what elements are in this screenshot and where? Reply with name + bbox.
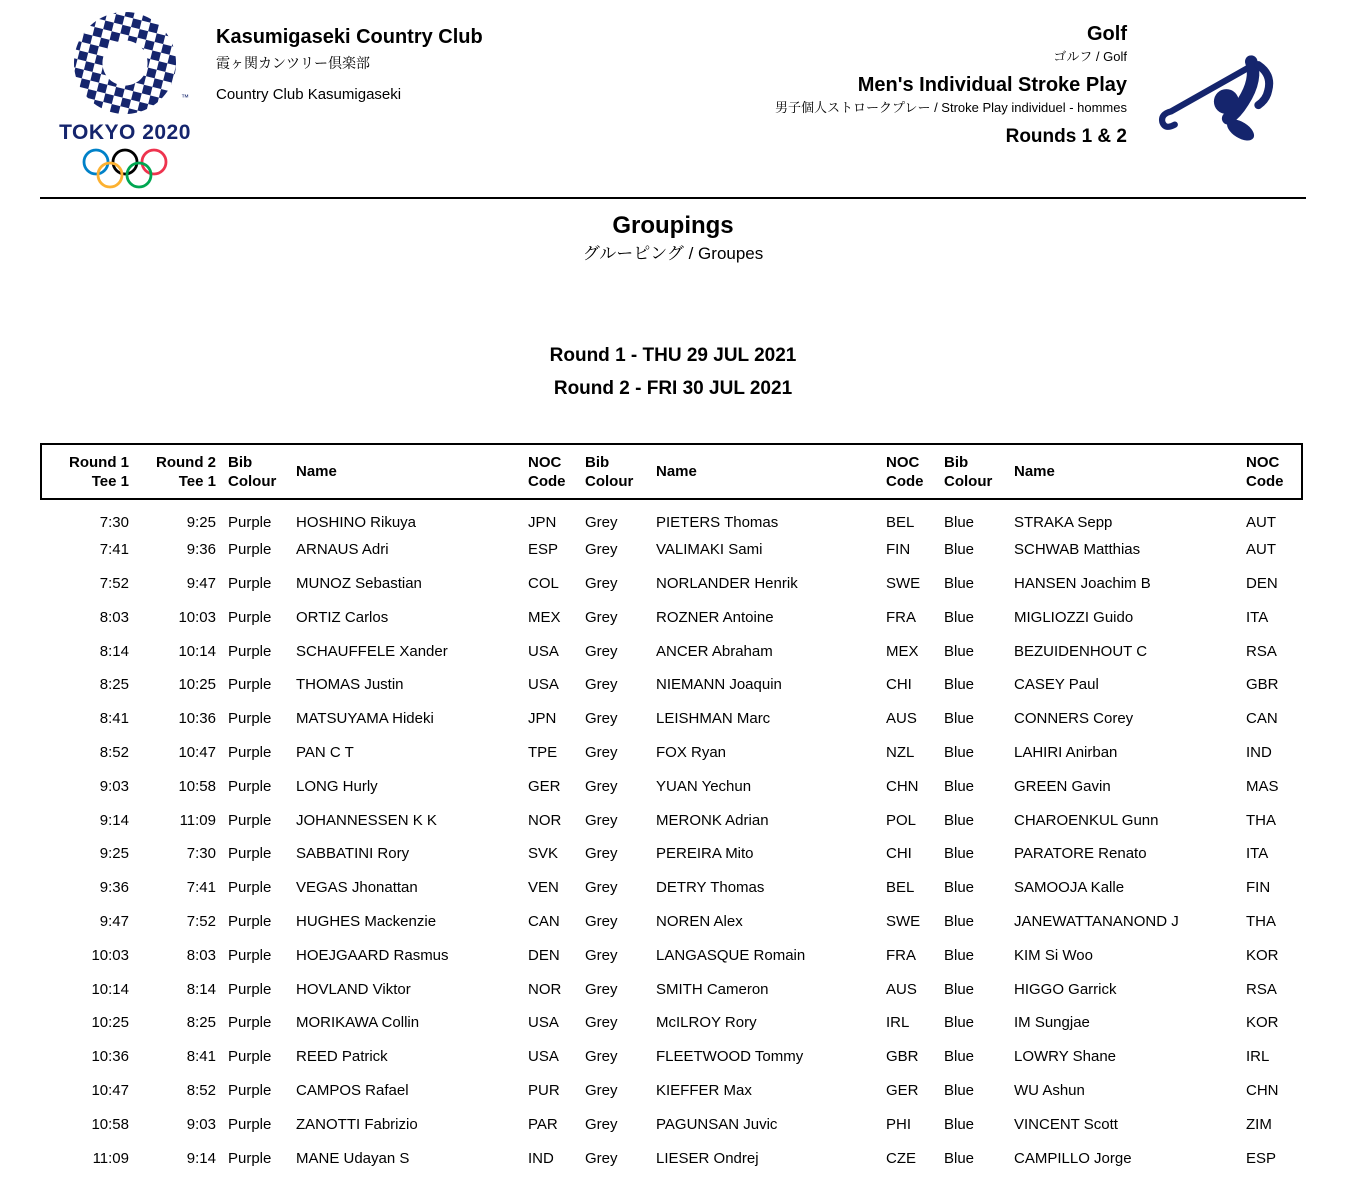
player-name-1: MATSUYAMA Hideki	[296, 710, 434, 728]
round2-tee-time: 9:25	[186, 514, 216, 532]
noc-code-2: MEX	[886, 642, 919, 660]
tokyo2020-logo	[58, 12, 192, 197]
round2-date: Round 2 - FRI 30 JUL 2021	[553, 378, 793, 399]
table-row	[41, 972, 1302, 1006]
noc-code-3: CHN	[1246, 1081, 1279, 1099]
noc-code-3: GBR	[1246, 676, 1279, 694]
bib-colour-1: Purple	[228, 946, 272, 964]
round1-tee-time: 9:25	[99, 845, 129, 863]
noc-code-3: CAN	[1246, 710, 1278, 728]
noc-code-1: GER	[528, 777, 561, 795]
venue-title: Kasumigaseki Country Club	[216, 26, 483, 48]
noc-code-2: CZE	[886, 1149, 916, 1167]
player-name-2: ANCER Abraham	[656, 642, 773, 660]
bib-colour-2: Grey	[585, 1048, 618, 1066]
bib-colour-2: Grey	[585, 1014, 618, 1032]
table-row	[41, 668, 1302, 702]
player-name-3: SCHWAB Matthias	[1014, 541, 1141, 559]
groupings-table-header	[41, 444, 1302, 499]
player-name-3: WU Ashun	[1014, 1081, 1085, 1099]
header-divider	[40, 197, 1306, 199]
bib-colour-1: Purple	[228, 1014, 272, 1032]
table-row	[41, 736, 1302, 770]
round2-tee-time: 7:30	[186, 845, 216, 863]
bib-colour-2: Grey	[585, 541, 618, 559]
table-row	[41, 837, 1302, 871]
player-name-1: ORTIZ Carlos	[296, 608, 389, 626]
round1-tee-time: 10:47	[91, 1081, 129, 1099]
player-name-3: GREEN Gavin	[1014, 777, 1111, 795]
column-header-noc-code-1: NOC Code	[528, 444, 585, 499]
player-name-3: HIGGO Garrick	[1014, 980, 1117, 998]
round2-tee-time: 9:14	[186, 1149, 216, 1167]
player-name-1: MORIKAWA Collin	[296, 1014, 420, 1032]
noc-code-1: NOR	[528, 980, 562, 998]
noc-code-2: BEL	[886, 879, 915, 897]
bib-colour-1: Purple	[228, 1115, 272, 1133]
round1-tee-time: 9:47	[99, 912, 129, 930]
trademark-symbol: ™	[181, 93, 189, 102]
bib-colour-2: Grey	[585, 743, 618, 761]
table-row	[41, 600, 1302, 634]
player-name-3: CHAROENKUL Gunn	[1014, 811, 1159, 829]
bib-colour-1: Purple	[228, 845, 272, 863]
bib-colour-2: Grey	[585, 642, 618, 660]
noc-code-3: IND	[1246, 743, 1272, 761]
table-row	[41, 1107, 1302, 1141]
round1-tee-time: 11:09	[92, 1149, 129, 1167]
noc-code-2: NZL	[886, 743, 915, 761]
noc-code-1: ESP	[528, 541, 559, 559]
bib-colour-1: Purple	[228, 777, 272, 795]
bib-colour-3: Blue	[944, 845, 975, 863]
bib-colour-3: Blue	[944, 980, 975, 998]
bib-colour-3: Blue	[944, 777, 975, 795]
venue-title-french: Country Club Kasumigaseki	[216, 86, 402, 103]
column-header-bib-colour-1: Bib Colour	[216, 444, 296, 499]
table-row	[41, 1040, 1302, 1074]
noc-code-2: SWE	[886, 574, 921, 592]
player-name-1: VEGAS Jhonattan	[296, 879, 418, 897]
bib-colour-2: Grey	[585, 879, 618, 897]
bib-colour-1: Purple	[228, 879, 272, 897]
bib-colour-3: Blue	[944, 541, 975, 559]
bib-colour-3: Blue	[944, 676, 975, 694]
column-header-name-3: Name	[1014, 444, 1246, 499]
column-header-name-2: Name	[656, 444, 886, 499]
bib-colour-3: Blue	[944, 946, 975, 964]
round1-tee-time: 9:36	[99, 879, 129, 897]
golf-pictogram-icon	[1148, 42, 1326, 167]
player-name-1: SCHAUFFELE Xander	[296, 642, 448, 660]
round1-tee-time: 10:36	[91, 1048, 129, 1066]
noc-code-1: VEN	[528, 879, 559, 897]
tokyo2020-emblem-icon	[71, 12, 189, 120]
player-name-2: FOX Ryan	[656, 743, 727, 761]
player-name-1: SABBATINI Rory	[296, 845, 410, 863]
player-name-2: FLEETWOOD Tommy	[656, 1048, 804, 1066]
bib-colour-2: Grey	[585, 845, 618, 863]
round2-tee-time: 7:52	[186, 912, 216, 930]
noc-code-2: AUS	[886, 980, 917, 998]
bib-colour-3: Blue	[944, 879, 975, 897]
noc-code-2: POL	[886, 811, 917, 829]
bib-colour-2: Grey	[585, 676, 618, 694]
player-name-3: KIM Si Woo	[1014, 946, 1093, 964]
noc-code-1: CAN	[528, 912, 560, 930]
bib-colour-3: Blue	[944, 1115, 975, 1133]
player-name-1: REED Patrick	[296, 1048, 388, 1066]
round2-tee-time: 10:25	[178, 676, 216, 694]
round1-tee-time: 9:14	[99, 811, 129, 829]
player-name-2: LEISHMAN Marc	[656, 710, 771, 728]
round2-tee-time: 11:09	[179, 811, 216, 829]
bib-colour-2: Grey	[585, 811, 618, 829]
round1-tee-time: 10:14	[91, 980, 129, 998]
groupings-table	[40, 443, 1303, 1175]
bib-colour-1: Purple	[228, 912, 272, 930]
player-name-2: NIEMANN Joaquin	[656, 676, 782, 694]
player-name-2: VALIMAKI Sami	[656, 541, 763, 559]
round2-tee-time: 10:03	[178, 608, 216, 626]
noc-code-2: IRL	[886, 1014, 910, 1032]
bib-colour-2: Grey	[585, 980, 618, 998]
round1-tee-time: 8:52	[99, 743, 129, 761]
noc-code-3: KOR	[1246, 1014, 1279, 1032]
noc-code-3: ESP	[1246, 1149, 1277, 1167]
sport-subtitle: ゴルフ / Golf	[1053, 49, 1127, 64]
player-name-1: LONG Hurly	[296, 777, 378, 795]
bib-colour-2: Grey	[585, 514, 618, 532]
noc-code-2: GER	[886, 1081, 919, 1099]
bib-colour-2: Grey	[585, 912, 618, 930]
table-row	[41, 567, 1302, 601]
noc-code-3: RSA	[1246, 642, 1277, 660]
round2-tee-time: 10:58	[178, 777, 216, 795]
player-name-2: SMITH Cameron	[656, 980, 769, 998]
player-name-3: VINCENT Scott	[1014, 1115, 1118, 1133]
player-name-3: HANSEN Joachim B	[1014, 574, 1151, 592]
player-name-3: MIGLIOZZI Guido	[1014, 608, 1134, 626]
player-name-1: MANE Udayan S	[296, 1149, 410, 1167]
bib-colour-2: Grey	[585, 777, 618, 795]
groupings-table-body	[41, 499, 1302, 1175]
round2-tee-time: 8:52	[186, 1081, 216, 1099]
bib-colour-1: Purple	[228, 743, 272, 761]
player-name-1: HOSHINO Rikuya	[296, 514, 417, 532]
round2-tee-time: 10:14	[178, 642, 216, 660]
noc-code-1: NOR	[528, 811, 562, 829]
round1-tee-time: 7:52	[99, 574, 129, 592]
event-block	[775, 22, 1127, 150]
bib-colour-1: Purple	[228, 980, 272, 998]
player-name-1: HUGHES Mackenzie	[296, 912, 437, 930]
document-header	[0, 0, 1346, 197]
noc-code-3: MAS	[1246, 777, 1279, 795]
bib-colour-3: Blue	[944, 1149, 975, 1167]
bib-colour-3: Blue	[944, 1048, 975, 1066]
bib-colour-3: Blue	[944, 574, 975, 592]
column-header-noc-code-3: NOC Code	[1246, 444, 1302, 499]
round1-tee-time: 9:03	[99, 777, 129, 795]
player-name-1: MUNOZ Sebastian	[296, 574, 422, 592]
noc-code-1: DEN	[528, 946, 560, 964]
bib-colour-3: Blue	[944, 608, 975, 626]
bib-colour-2: Grey	[585, 710, 618, 728]
player-name-1: ZANOTTI Fabrizio	[296, 1115, 418, 1133]
noc-code-2: PHI	[886, 1115, 912, 1133]
player-name-2: PAGUNSAN Juvic	[656, 1115, 778, 1133]
table-row	[41, 499, 1302, 533]
player-name-3: BEZUIDENHOUT C	[1014, 642, 1148, 660]
player-name-2: KIEFFER Max	[656, 1081, 752, 1099]
column-header-round2-tee1: Round 2 Tee 1	[129, 444, 216, 499]
round1-tee-time: 7:41	[99, 541, 129, 559]
round2-tee-time: 9:03	[186, 1115, 216, 1133]
round2-tee-time: 10:47	[178, 743, 216, 761]
column-header-round1-tee1: Round 1 Tee 1	[41, 444, 129, 499]
noc-code-2: CHI	[886, 845, 912, 863]
bib-colour-1: Purple	[228, 574, 272, 592]
noc-code-2: GBR	[886, 1048, 919, 1066]
bib-colour-1: Purple	[228, 608, 272, 626]
player-name-3: SAMOOJA Kalle	[1014, 879, 1125, 897]
bib-colour-2: Grey	[585, 1081, 618, 1099]
event-title: Men's Individual Stroke Play	[857, 74, 1127, 96]
noc-code-3: ZIM	[1246, 1115, 1272, 1133]
noc-code-1: USA	[528, 1048, 559, 1066]
player-name-3: PARATORE Renato	[1014, 845, 1147, 863]
player-name-3: CAMPILLO Jorge	[1014, 1149, 1132, 1167]
sport-title: Golf	[1087, 23, 1127, 45]
player-name-1: ARNAUS Adri	[296, 541, 389, 559]
round2-tee-time: 7:41	[186, 879, 216, 897]
title-block	[0, 211, 1346, 267]
player-name-1: CAMPOS Rafael	[296, 1081, 409, 1099]
venue-title-japanese: 霞ヶ関カンツリー倶楽部	[216, 55, 370, 71]
noc-code-1: COL	[528, 574, 559, 592]
column-header-bib-colour-3: Bib Colour	[944, 444, 1014, 499]
table-row	[41, 702, 1302, 736]
noc-code-1: JPN	[528, 710, 557, 728]
olympic-rings-icon	[80, 148, 170, 192]
player-name-3: STRAKA Sepp	[1014, 514, 1113, 532]
noc-code-2: FRA	[886, 946, 916, 964]
bib-colour-1: Purple	[228, 811, 272, 829]
round1-tee-time: 8:14	[99, 642, 129, 660]
schedule-block	[0, 339, 1346, 405]
bib-colour-1: Purple	[228, 514, 272, 532]
table-row	[41, 871, 1302, 905]
player-name-2: LANGASQUE Romain	[656, 946, 806, 964]
noc-code-2: FIN	[886, 541, 911, 559]
round1-tee-time: 8:41	[99, 710, 129, 728]
noc-code-1: PUR	[528, 1081, 560, 1099]
bib-colour-3: Blue	[944, 1014, 975, 1032]
round2-tee-time: 8:25	[186, 1014, 216, 1032]
table-row	[41, 1006, 1302, 1040]
noc-code-1: IND	[528, 1149, 554, 1167]
bib-colour-1: Purple	[228, 710, 272, 728]
player-name-2: NOREN Alex	[656, 912, 743, 930]
noc-code-3: IRL	[1246, 1048, 1270, 1066]
table-row	[41, 1074, 1302, 1108]
bib-colour-3: Blue	[944, 710, 975, 728]
noc-code-1: MEX	[528, 608, 561, 626]
round1-tee-time: 10:25	[91, 1014, 129, 1032]
noc-code-3: DEN	[1246, 574, 1278, 592]
player-name-2: PEREIRA Mito	[656, 845, 754, 863]
player-name-2: LIESER Ondrej	[656, 1149, 759, 1167]
bib-colour-3: Blue	[944, 743, 975, 761]
player-name-2: YUAN Yechun	[656, 777, 752, 795]
noc-code-1: PAR	[528, 1115, 558, 1133]
player-name-2: McILROY Rory	[656, 1014, 757, 1032]
venue-block	[216, 24, 483, 106]
page-title-subtitle: グルーピング / Groupes	[582, 244, 764, 263]
noc-code-2: SWE	[886, 912, 921, 930]
bib-colour-3: Blue	[944, 642, 975, 660]
round1-tee-time: 10:03	[91, 946, 129, 964]
table-row	[41, 1141, 1302, 1175]
noc-code-1: TPE	[528, 743, 558, 761]
player-name-3: CONNERS Corey	[1014, 710, 1134, 728]
noc-code-2: AUS	[886, 710, 917, 728]
player-name-1: HOEJGAARD Rasmus	[296, 946, 449, 964]
bib-colour-2: Grey	[585, 574, 618, 592]
round1-tee-time: 10:58	[91, 1115, 129, 1133]
noc-code-3: AUT	[1246, 541, 1276, 559]
table-row	[41, 803, 1302, 837]
noc-code-3: AUT	[1246, 514, 1276, 532]
column-header-name-1: Name	[296, 444, 528, 499]
player-name-2: ROZNER Antoine	[656, 608, 774, 626]
player-name-2: DETRY Thomas	[656, 879, 765, 897]
noc-code-3: RSA	[1246, 980, 1277, 998]
bib-colour-1: Purple	[228, 642, 272, 660]
noc-code-1: JPN	[528, 514, 557, 532]
noc-code-2: CHN	[886, 777, 919, 795]
bib-colour-1: Purple	[228, 1149, 272, 1167]
player-name-3: LOWRY Shane	[1014, 1048, 1117, 1066]
tokyo2020-wordmark: TOKYO 2020	[59, 121, 191, 144]
player-name-3: CASEY Paul	[1014, 676, 1099, 694]
player-name-2: MERONK Adrian	[656, 811, 769, 829]
bib-colour-3: Blue	[944, 1081, 975, 1099]
noc-code-2: CHI	[886, 676, 912, 694]
table-row	[41, 533, 1302, 567]
bib-colour-3: Blue	[944, 912, 975, 930]
player-name-2: NORLANDER Henrik	[656, 574, 798, 592]
noc-code-2: BEL	[886, 514, 915, 532]
noc-code-3: THA	[1246, 912, 1276, 930]
bib-colour-2: Grey	[585, 1149, 618, 1167]
player-name-1: JOHANNESSEN K K	[296, 811, 437, 829]
player-name-1: HOVLAND Viktor	[296, 980, 411, 998]
noc-code-3: FIN	[1246, 879, 1271, 897]
round2-tee-time: 10:36	[178, 710, 216, 728]
bib-colour-1: Purple	[228, 676, 272, 694]
noc-code-3: KOR	[1246, 946, 1279, 964]
noc-code-3: ITA	[1246, 608, 1269, 626]
noc-code-1: USA	[528, 1014, 559, 1032]
round2-tee-time: 9:36	[186, 541, 216, 559]
bib-colour-2: Grey	[585, 946, 618, 964]
column-header-bib-colour-2: Bib Colour	[585, 444, 656, 499]
round1-tee-time: 8:25	[99, 676, 129, 694]
round2-tee-time: 9:47	[186, 574, 216, 592]
player-name-1: THOMAS Justin	[296, 676, 404, 694]
round1-date: Round 1 - THU 29 JUL 2021	[549, 345, 797, 366]
table-row	[41, 938, 1302, 972]
player-name-3: IM Sungjae	[1014, 1014, 1090, 1032]
table-row	[41, 634, 1302, 668]
bib-colour-1: Purple	[228, 1048, 272, 1066]
page-title: Groupings	[612, 212, 734, 239]
table-row	[41, 769, 1302, 803]
noc-code-1: USA	[528, 642, 559, 660]
rounds-label: Rounds 1 & 2	[1005, 126, 1127, 147]
round2-tee-time: 8:14	[186, 980, 216, 998]
round1-tee-time: 7:30	[99, 514, 129, 532]
noc-code-1: SVK	[528, 845, 559, 863]
player-name-3: LAHIRI Anirban	[1014, 743, 1118, 761]
player-name-2: PIETERS Thomas	[656, 514, 779, 532]
bib-colour-2: Grey	[585, 608, 618, 626]
noc-code-3: THA	[1246, 811, 1276, 829]
player-name-3: JANEWATTANANOND J	[1014, 912, 1179, 930]
noc-code-1: USA	[528, 676, 559, 694]
event-subtitle: 男子個人ストロークプレー / Stroke Play individuel - hommes	[774, 100, 1127, 115]
bib-colour-3: Blue	[944, 514, 975, 532]
noc-code-3: ITA	[1246, 845, 1269, 863]
bib-colour-1: Purple	[228, 1081, 272, 1099]
bib-colour-2: Grey	[585, 1115, 618, 1133]
bib-colour-3: Blue	[944, 811, 975, 829]
round2-tee-time: 8:41	[186, 1048, 216, 1066]
player-name-1: PAN C T	[296, 743, 354, 761]
table-row	[41, 905, 1302, 939]
bib-colour-1: Purple	[228, 541, 272, 559]
noc-code-2: FRA	[886, 608, 916, 626]
round2-tee-time: 8:03	[186, 946, 216, 964]
column-header-noc-code-2: NOC Code	[886, 444, 944, 499]
round1-tee-time: 8:03	[99, 608, 129, 626]
